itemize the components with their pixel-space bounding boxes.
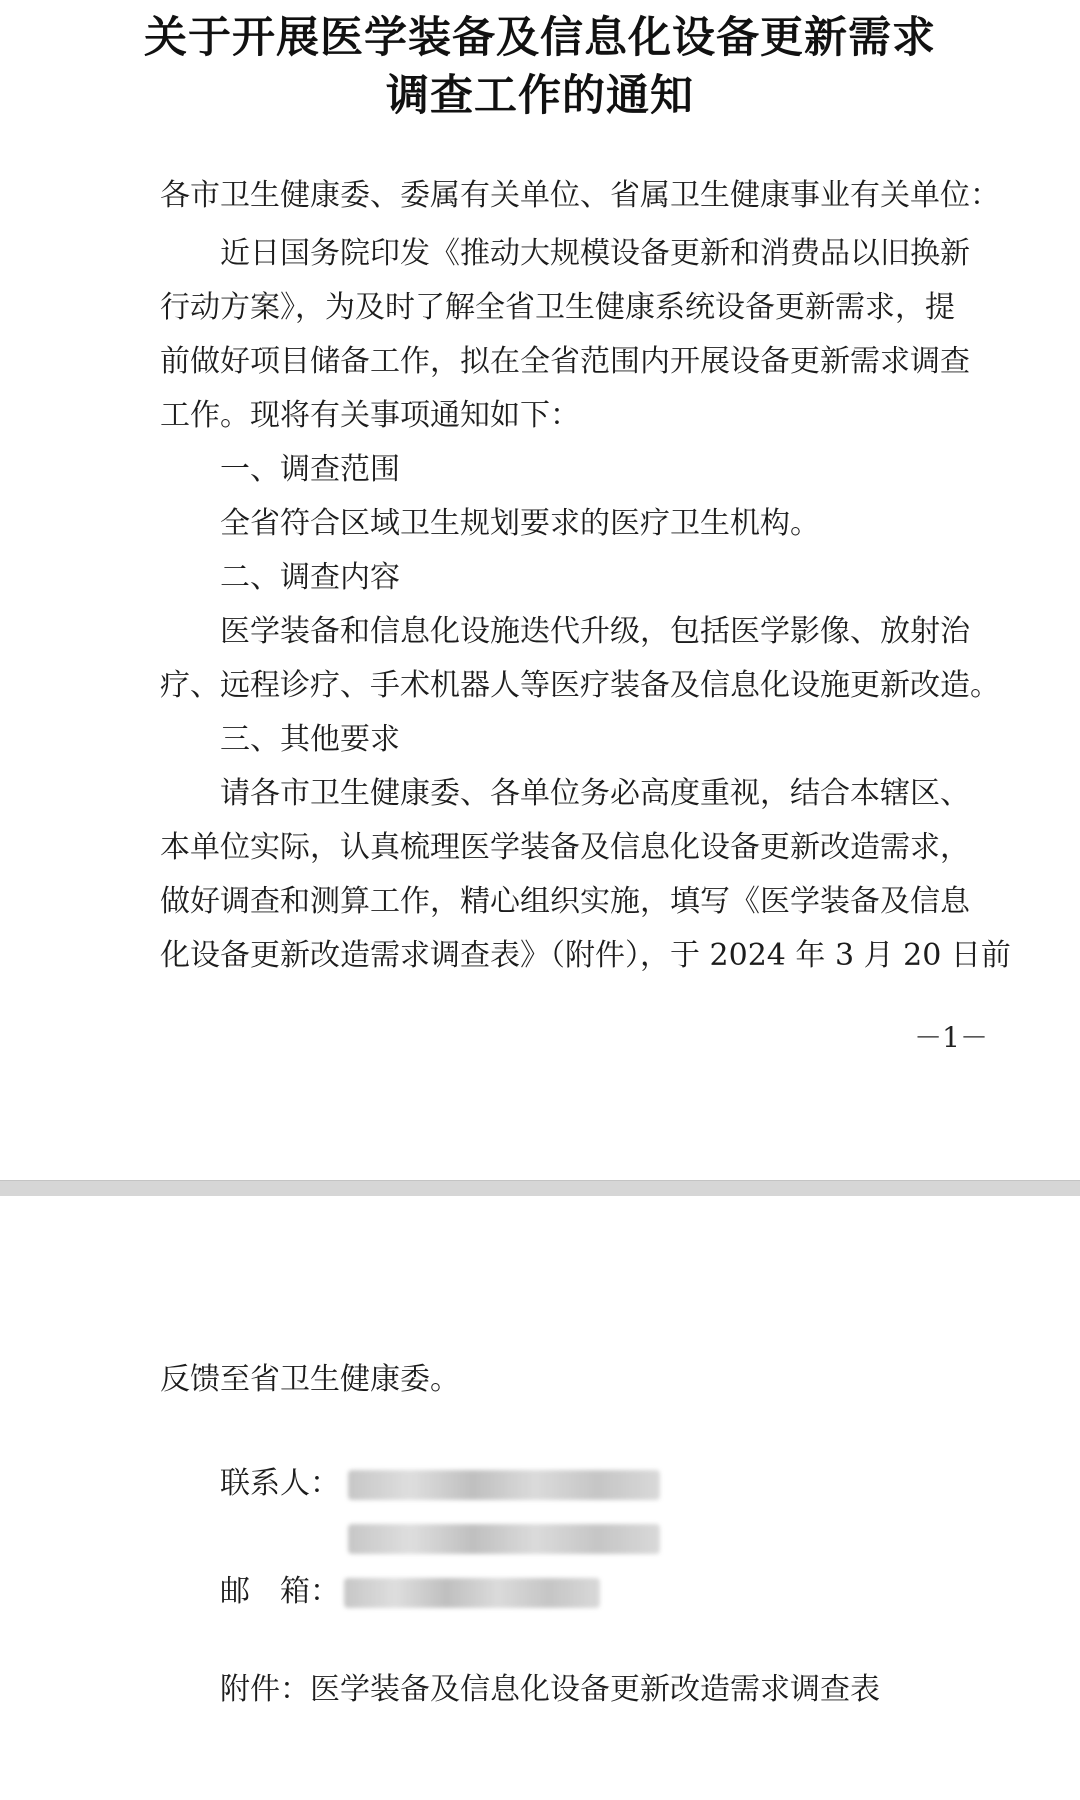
body-line: 疗、远程诊疗、手术机器人等医疗装备及信息化设施更新改造。 (160, 668, 1000, 703)
body-line: 反馈至省卫生健康委。 (160, 1362, 460, 1397)
body-line: 请各市卫生健康委、各单位务必高度重视，结合本辖区、 (220, 776, 970, 811)
body-line: 本单位实际，认真梳理医学装备及信息化设备更新改造需求， (160, 830, 970, 865)
body-line: 近日国务院印发《推动大规模设备更新和消费品以旧换新 (220, 236, 970, 271)
body-line: 医学装备和信息化设施迭代升级，包括医学影像、放射治 (220, 614, 970, 649)
section-heading-other: 三、其他要求 (220, 722, 400, 757)
redacted-contact-2 (348, 1524, 660, 1554)
salutation: 各市卫生健康委、委属有关单位、省属卫生健康事业有关单位： (160, 178, 1000, 213)
redacted-email (344, 1578, 600, 1608)
body-line: 工作。现将有关事项通知如下： (160, 398, 580, 433)
document-page-2 (0, 1196, 1080, 1800)
section-heading-content: 二、调查内容 (220, 560, 400, 595)
attachment-line: 附件：医学装备及信息化设备更新改造需求调查表 (220, 1672, 880, 1707)
contact-label: 联系人： (220, 1466, 340, 1501)
body-line: 化设备更新改造需求调查表》（附件），于 2024 年 3 月 20 日前 (160, 938, 1011, 973)
body-line: 做好调查和测算工作，精心组织实施，填写《医学装备及信息 (160, 884, 970, 919)
email-label: 邮 箱： (220, 1574, 340, 1609)
body-line: 行动方案》，为及时了解全省卫生健康系统设备更新需求，提 (160, 290, 955, 325)
document-title-line-2: 调查工作的通知 (386, 71, 694, 121)
body-line: 前做好项目储备工作，拟在全省范围内开展设备更新需求调查 (160, 344, 970, 379)
body-line: 全省符合区域卫生规划要求的医疗卫生机构。 (220, 506, 820, 541)
redacted-contact-1 (348, 1470, 660, 1500)
section-heading-scope: 一、调查范围 (220, 452, 400, 487)
page-number: －1－ (914, 1021, 988, 1054)
document-title-line-1: 关于开展医学装备及信息化设备更新需求 (144, 13, 936, 63)
